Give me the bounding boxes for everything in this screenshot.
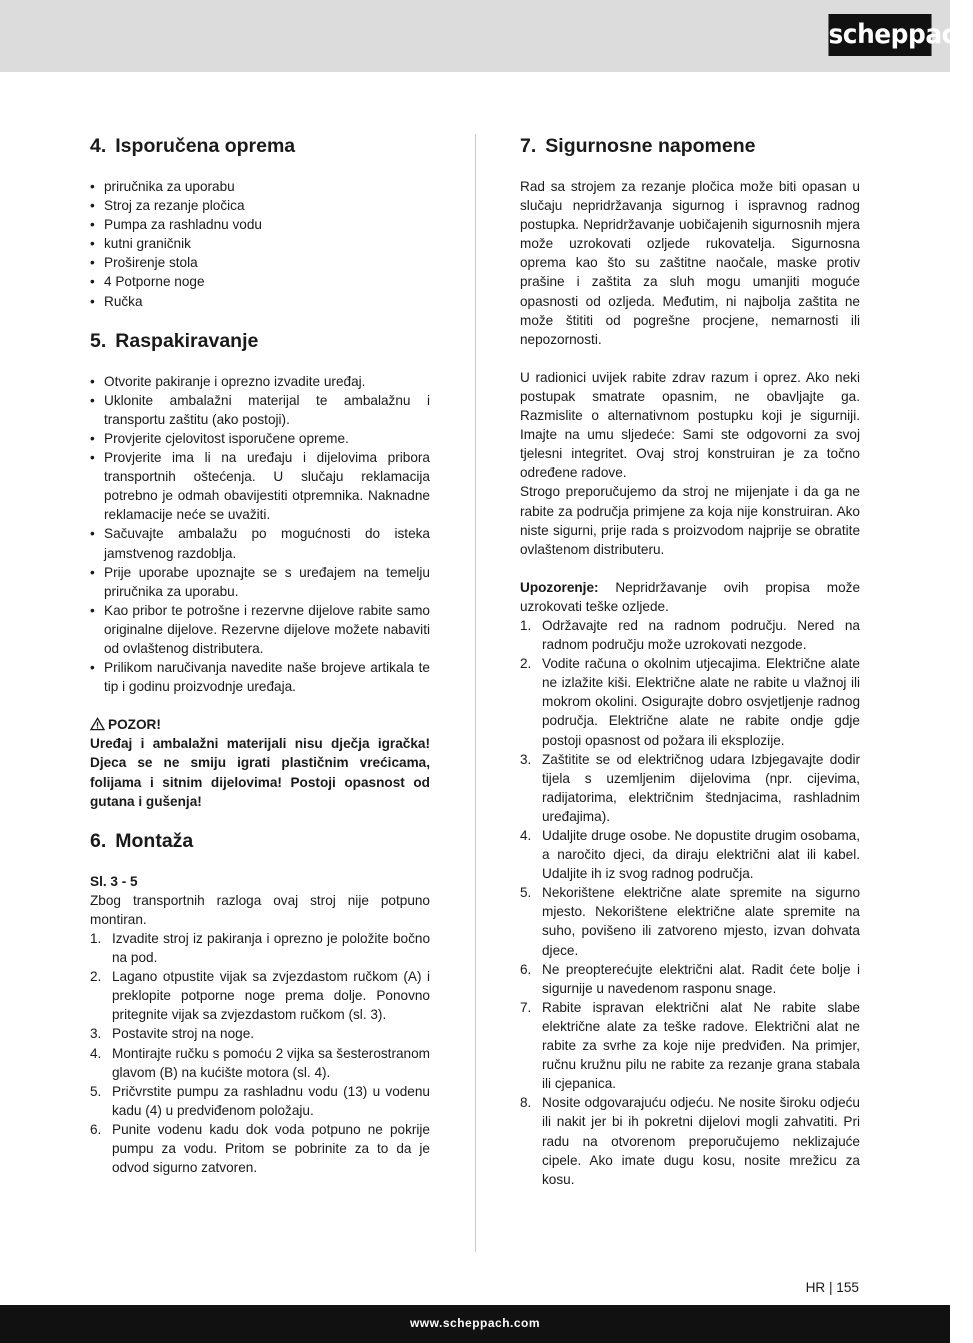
section-6-heading: 6. Montaža	[90, 829, 194, 852]
list-item: 5. Pričvrstite pumpu za rashladnu vodu (13) u vodenu kadu (4) u predviđenom položaju.	[90, 1083, 430, 1118]
list-item: • 4 Potporne noge	[90, 272, 430, 291]
safety-paragraph-1: Rad sa strojem za rezanje pločica može biti opasan u slučaju nepridržavanja sigurnog i ispravnog radnog postupka. Nepridržavanje uobičajenih sigurnosnih mjera može uzrokovati ozljede rukovatelja. Sigurnosna oprema kao što su zaštitne naočale, maske protiv prašine i zaštita za sluh mogu umanjiti moguće opasnosti od ozljeda. Međutim, ni najbolja zaštita ne može štititi od pogrešne procjene, nemarnosti ili nepozornosti.	[520, 179, 860, 347]
section-4-heading: 4. Isporučena oprema	[90, 135, 296, 157]
list-item: • Prije uporabe upoznajte se s uređajem na temelju priručnika za uporabu.	[90, 563, 430, 601]
page-number: HR | 155	[805, 1280, 859, 1295]
list-item: • kutni graničnik	[90, 234, 430, 253]
delivery-list	[90, 177, 430, 311]
list-item: 4. Montirajte ručku s pomoću 2 vijka sa šesterostranom glavom (B) na kućište motora (sl. 4).	[90, 1045, 430, 1080]
list-item: • Kao pribor te potrošne i rezervne dijelove rabite samo originalne dijelove. Rezervne dijelove možete nabaviti od ovlaštenog distributera.	[90, 601, 430, 658]
section-7-heading: 7. Sigurnosne napomene	[520, 135, 756, 157]
list-item: 7. Rabite ispravan električni alat Ne rabite slabe električne alate za teške radove. Električni alat ne rabite za svrhe za koje nije predviđen. Na primjer, ručnu kružnu pilu ne rabite za rezanje grana stabala ili cjepanica.	[520, 999, 860, 1092]
list-item: 1. Izvadite stroj iz pakiranja i oprezno je položite bočno na pod.	[90, 931, 430, 966]
list-item: 2. Lagano otpustite vijak sa zvjezdastom ručkom (A) i preklopite potporne noge prema dolje. Ponovno pritegnite vijak sa zvjezdastom ručkom (sl. 3).	[90, 969, 430, 1023]
list-item: 6. Ne preopterećujte električni alat. Radit ćete bolje i sigurnije u navedenom rasponu snage.	[520, 961, 860, 996]
list-item: • Pumpa za rashladnu vodu	[90, 215, 430, 234]
warning-text: Uređaj i ambalažni materijali nisu dječja igračka! Djeca se ne smiju igrati plastičnim vrećicama, folijama i sitnim dijelovima! Postoji opasnost od gutana i gušenja!	[90, 736, 430, 809]
left-column	[90, 133, 430, 1177]
list-item: • Ručka	[90, 292, 430, 311]
footer-bar	[0, 1305, 950, 1343]
list-item: • Uklonite ambalažni materijal te ambalažnu i transportu zaštitu (ako postoji).	[90, 391, 430, 429]
list-item: • Stroj za rezanje pločica	[90, 196, 430, 215]
list-item: 2. Vodite računa o okolnim utjecajima. Električne alate ne izlažite kiši. Električne alate ne rabite u vlažnoj ili mokrom okolini. Osigurajte dobro osvjetljenje radnog područja. Električne alate ne rabite ondje gdje postoji opasnost od požara ili eksplozije.	[520, 656, 860, 748]
safety-rules	[520, 616, 860, 1189]
safety-paragraph-3: Strogo preporučujemo da stroj ne mijenjate i da ga ne rabite za područja primjene za koja nije konstruiran. Ako niste sigurni, prije rada s proizvodom najprije se obratite ovlaštenom distributeru.	[520, 484, 860, 557]
scheppach-logo: scheppach	[828, 14, 931, 56]
figure-reference: Sl. 3 - 5	[90, 873, 138, 889]
warning-heading: POZOR!	[90, 715, 430, 734]
safety-paragraph-2: U radionici uvijek rabite zdrav razum i oprez. Ako neki postupak smatrate opasnim, ne obavljajte ga. Razmislite o alternativnom postupku koji je sigurniji. Imajte na umu sljedeće: Sami ste odgovorni za svoj tjelesni integritet. Ovaj stroj konstruiran je za točno određene radove.	[520, 369, 860, 481]
list-item: 8. Nosite odgovarajuću odjeću. Ne nosite široku odjeću ili nakit jer bi ih pokretni dijelovi mogli zahvatiti. Pri radu na otvorenom preporučujemo neklizajuće cipele. Ako imate dugu kosu, nosite mrežicu za kosu.	[520, 1095, 860, 1187]
list-item: 5. Nekorištene električne alate spremite na sigurno mjesto. Nekorištene električne alate spremite na suho, povišeno ili zatvoreno mjesto, izvan dohvata djece.	[520, 885, 860, 958]
assembly-intro: Zbog transportnih razloga ovaj stroj nije potpuno montiran.	[90, 892, 430, 927]
safety-warning: Upozorenje: Nepridržavanje ovih propisa može uzrokovati teške ozljede.	[520, 579, 860, 614]
unpacking-list	[90, 372, 430, 697]
list-item: • Prilikom naručivanja navedite naše brojeve artikala te tip i godinu proizvodnje uređaja.	[90, 658, 430, 696]
website-link[interactable]: www.scheppach.com	[409, 1316, 541, 1330]
column-divider	[475, 134, 476, 1252]
list-item: 6. Punite vodenu kadu dok voda potpuno ne pokrije pumpu za vodu. Pritom se pobrinite za to da je odvod sigurno zatvoren.	[90, 1121, 430, 1176]
list-item: • Otvorite pakiranje i oprezno izvadite uređaj.	[90, 372, 430, 391]
list-item: • Provjerite ima li na uređaju i dijelovima pribora transportnih oštećenja. U slučaju reklamacija potrebno je odmah obavijestiti otpremnika. Naknadne reklamacije neće se uvažiti.	[90, 448, 430, 524]
header-bar	[0, 0, 973, 72]
warning-triangle-icon	[90, 717, 105, 731]
list-item: 3. Postavite stroj na noge.	[90, 1026, 255, 1042]
assembly-steps	[90, 929, 430, 1177]
list-item: • Sačuvajte ambalažu po mogućnosti do isteka jamstvenog razdoblja.	[90, 524, 430, 562]
list-item: 4. Udaljite druge osobe. Ne dopustite drugim osobama, a naročito djeci, da diraju električni alat ili kabel. Udaljite ih iz svog radnog područja.	[520, 828, 860, 882]
list-item: 3. Zaštitite se od električnog udara Izbjegavajte dodir tijela s uzemljenim dijelovima (npr. cijevima, radijatorima, električnim štednjacima, rashladnim uređajima).	[520, 751, 860, 824]
list-item: 1. Održavajte red na radnom području. Nered na radnom području može uzrokovati nezgode.	[520, 617, 860, 653]
list-item: • Provjerite cjelovitost isporučene opreme.	[90, 429, 430, 448]
list-item: • priručnika za uporabu	[90, 177, 430, 196]
list-item: • Proširenje stola	[90, 253, 430, 272]
section-5-heading: 5. Raspakiravanje	[90, 329, 259, 352]
right-column	[520, 133, 860, 1189]
